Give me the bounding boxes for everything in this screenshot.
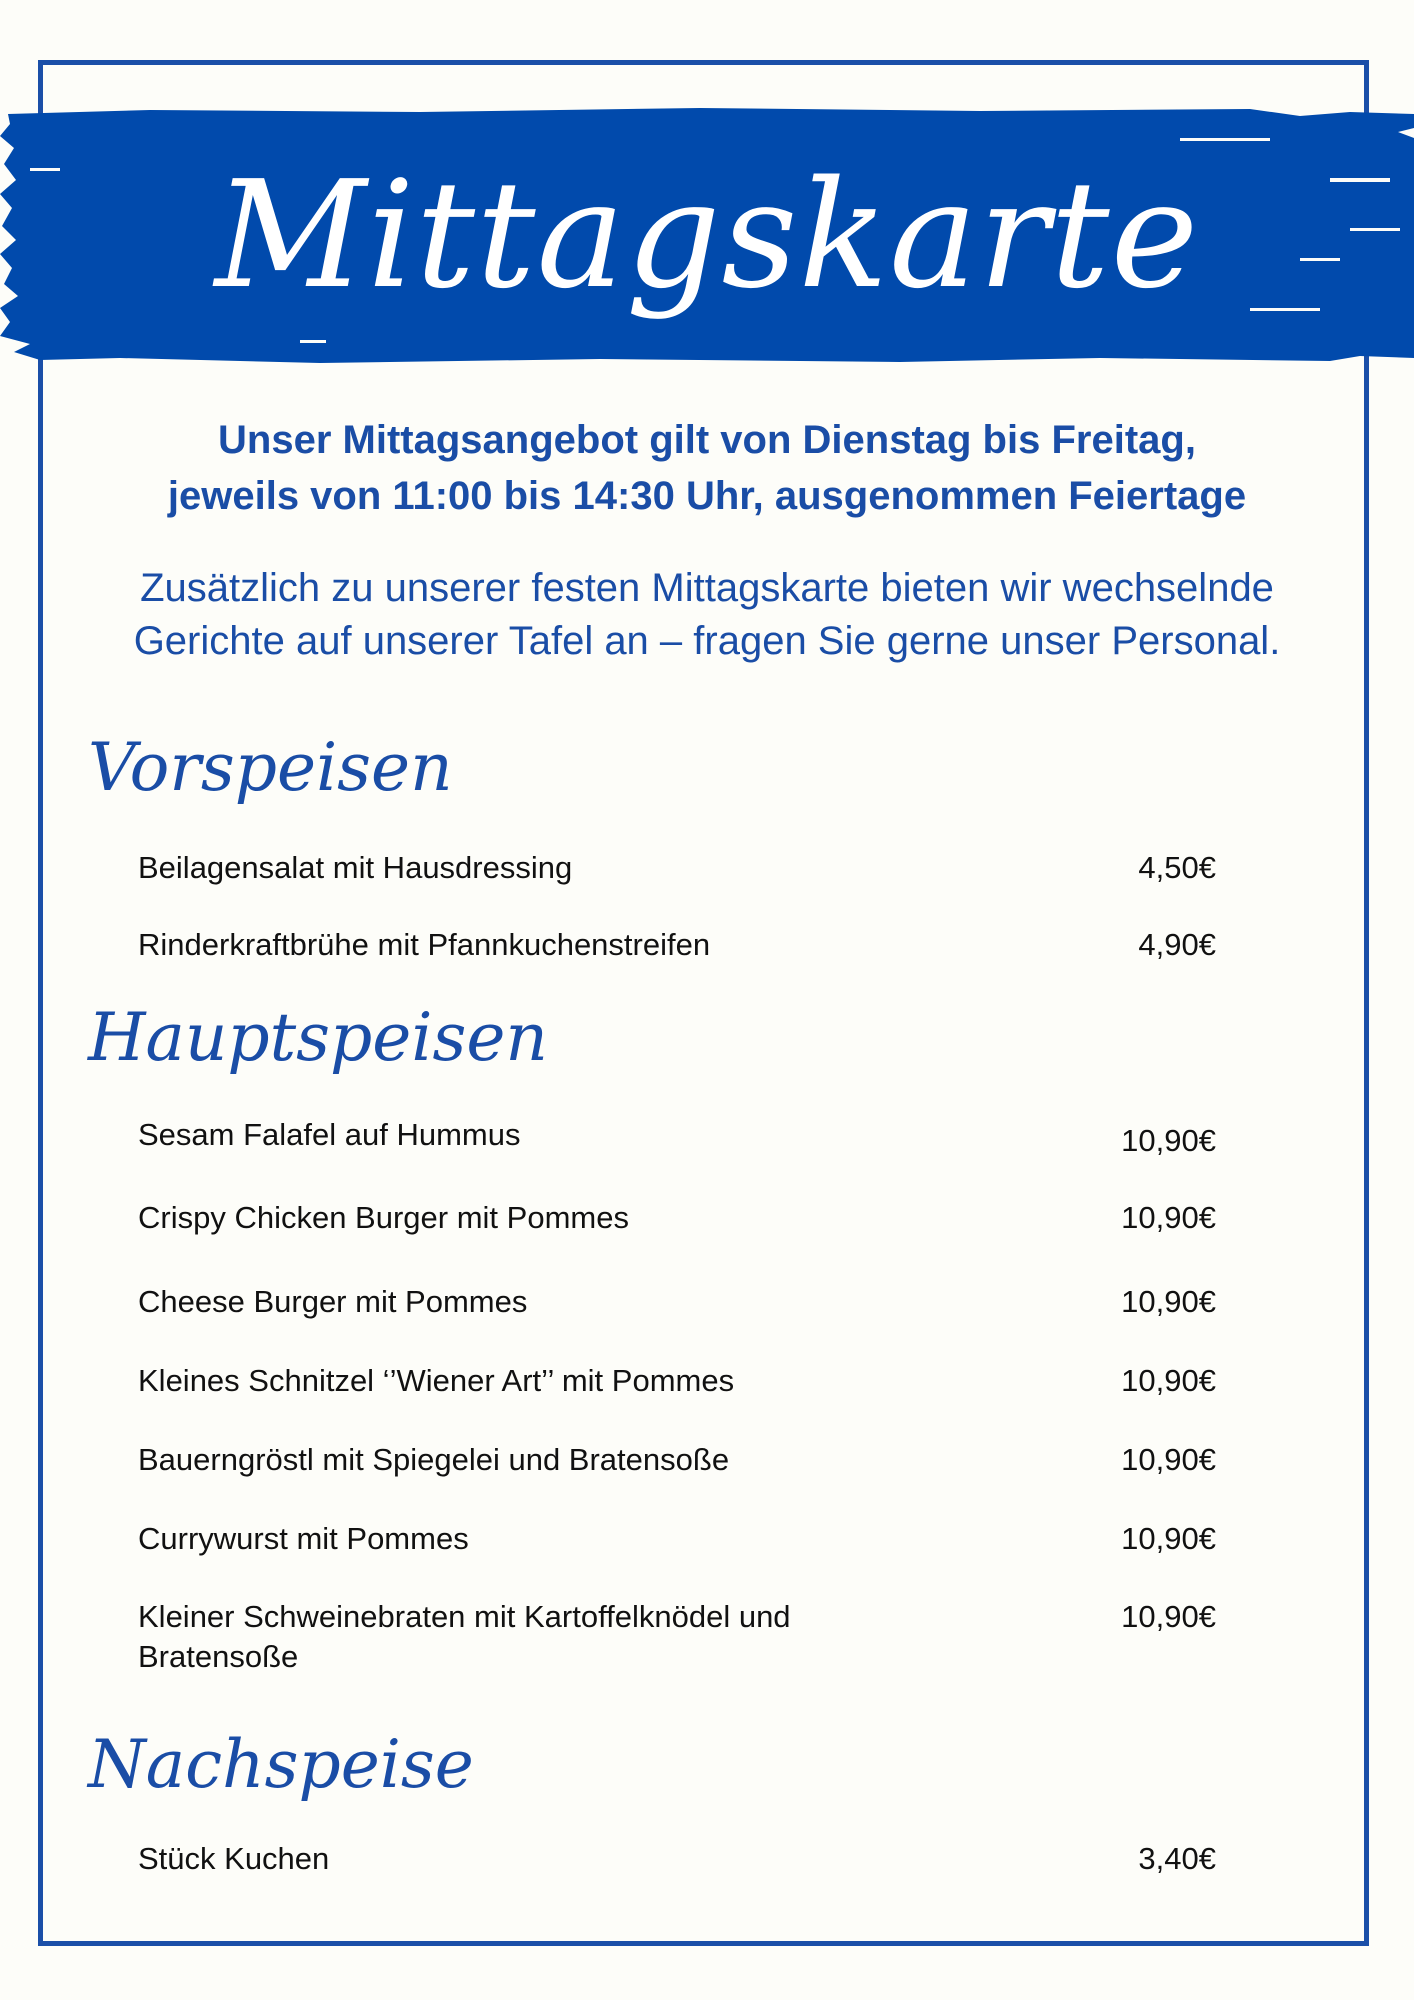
menu-item-price: 4,90€: [1138, 927, 1216, 962]
daily-specials-line-2: Gerichte auf unserer Tafel an – fragen Sie gerne unser Personal.: [133, 619, 1281, 663]
menu-item-price: 3,40€: [1138, 1841, 1216, 1876]
menu-item-price: 10,90€: [1121, 1123, 1216, 1158]
menu-item-name: Rinderkraftbrühe mit Pfannkuchenstreifen: [138, 927, 711, 962]
menu-item-name: Beilagensalat mit Hausdressing: [138, 850, 573, 885]
menu-item-name: Kleines Schnitzel ‘’Wiener Art’’ mit Pommes: [138, 1363, 735, 1398]
section-heading-nachspeise: Nachspeise: [88, 1726, 474, 1803]
opening-hours-line-1: Unser Mittagsangebot gilt von Dienstag bis Freitag,: [218, 418, 1196, 462]
menu-item-name: Crispy Chicken Burger mit Pommes: [138, 1200, 629, 1235]
daily-specials-line-1: Zusätzlich zu unserer festen Mittagskarte bieten wir wechselnde: [140, 566, 1274, 610]
menu-item-price: 10,90€: [1121, 1284, 1216, 1319]
menu-item-price: 10,90€: [1121, 1200, 1216, 1235]
opening-hours-line-2: jeweils von 11:00 bis 14:30 Uhr, ausgenommen Feiertage: [167, 474, 1247, 518]
menu-item-name: Kleiner Schweinebraten mit Kartoffelknödel und Bratensoße: [138, 1599, 791, 1674]
menu-item-name: Bauerngröstl mit Spiegelei und Bratensoße: [138, 1442, 730, 1477]
daily-specials-note: [50, 562, 1364, 668]
menu-item-price: 10,90€: [1121, 1599, 1216, 1634]
menu-item-name: Cheese Burger mit Pommes: [138, 1284, 528, 1319]
menu-item-price: 10,90€: [1121, 1521, 1216, 1556]
menu-item-price: 10,90€: [1121, 1363, 1216, 1398]
menu-item-name: Currywurst mit Pommes: [138, 1521, 469, 1556]
section-heading-vorspeisen: Vorspeisen: [88, 729, 453, 806]
menu-item-price: 4,50€: [1138, 850, 1216, 885]
menu-item-name: Sesam Falafel auf Hummus: [138, 1117, 521, 1152]
menu-item-price: 10,90€: [1121, 1442, 1216, 1477]
menu-item-name: Stück Kuchen: [138, 1841, 330, 1876]
opening-hours-text: [50, 412, 1364, 524]
menu-title: Mittagskarte: [214, 149, 1200, 321]
section-heading-hauptspeisen: Hauptspeisen: [88, 999, 548, 1076]
